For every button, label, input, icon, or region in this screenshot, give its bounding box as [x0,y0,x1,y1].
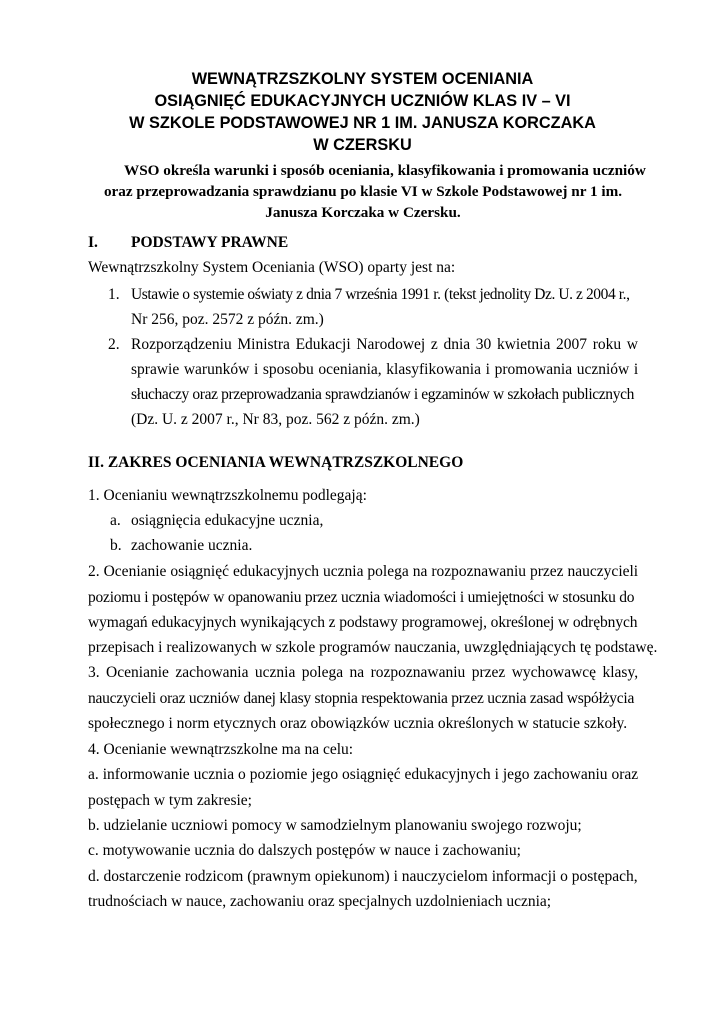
paragraph-4-item-c: c. motywowanie ucznia do dalszych postępów w nauce i zachowaniu; [88,842,521,859]
legal-basis-item-1-line-2: Nr 256, poz. 2572 z późn. zm.) [131,311,324,328]
paragraph-1-item-b-text: zachowanie ucznia. [131,537,253,554]
paragraph-4-item-a-line-2: postępach w tym zakresie; [88,792,252,809]
paragraph-2-line-2: poziomu i postępów w opanowaniu przez ucznia wiadomości i umiejętności w stosunku do [88,589,635,606]
intro-line-1: WSO określa warunki i sposób oceniania, klasyfikowania i promowania uczniów [124,162,646,179]
title-line-1: WEWNĄTRZSZKOLNY SYSTEM OCENIANIA [191,70,534,88]
paragraph-3-line-1: 3. Ocenianie zachowania ucznia polega na rozpoznawaniu przez wychowawcę klasy, [88,664,638,681]
document-title [80,68,645,156]
legal-basis-item-1-line-1: Ustawie o systemie oświaty z dnia 7 września 1991 r. (tekst jednolity Dz. U. z 2004 r., [131,286,630,303]
legal-basis-item-2-line-4: (Dz. U. z 2007 r., Nr 83, poz. 562 z późn. zm.) [131,411,420,428]
paragraph-4-text: 4. Ocenianie wewnątrzszkolne ma na celu: [88,741,354,758]
title-line-3: W SZKOLE PODSTAWOWEJ NR 1 IM. JANUSZA KORCZAKA [129,114,596,132]
intro-line-2: oraz przeprowadzania sprawdzianu po klasie VI w Szkole Podstawowej nr 1 im. [103,183,623,200]
intro-line-3: Janusza Korczaka w Czersku. [265,204,461,221]
paragraph-2-line-1: 2. Ocenianie osiągnięć edukacyjnych ucznia polega na rozpoznawaniu przez nauczycieli [88,563,638,580]
paragraph-1-item-a-marker: a. [110,512,121,529]
paragraph-4-item-d-line-2: trudnościach w nauce, zachowaniu oraz specjalnych uzdolnieniach ucznia; [88,893,552,910]
section-1-lead: Wewnątrzszkolny System Oceniania (WSO) oparty jest na: [88,259,456,276]
paragraph-2-line-4: przepisach i realizowanych w szkole programów nauczania, uwzględniających tę podstawę. [88,639,658,656]
legal-basis-item-2-line-3: słuchaczy oraz przeprowadzania sprawdzianów i egzaminów w szkołach publicznych [131,386,635,403]
title-line-2: OSIĄGNIĘĆ EDUKACYJNYCH UCZNIÓW KLAS IV – VI [154,92,571,110]
paragraph-2-line-3: wymagań edukacyjnych wynikających z podstawy programowej, określonej w odrębnych [88,614,638,631]
legal-basis-item-2-line-1: Rozporządzeniu Ministra Edukacji Narodowej z dnia 30 kwietnia 2007 roku w [131,336,638,353]
section-1-number: I. [88,234,98,251]
paragraph-3-line-3: społecznego i norm etycznych oraz obowiązków ucznia określonych w statucie szkoły. [88,715,628,732]
paragraph-4-item-b: b. udzielanie uczniowi pomocy w samodzielnym planowaniu swojego rozwoju; [88,817,582,834]
paragraph-4-item-d-line-1: d. dostarczenie rodzicom (prawnym opiekunom) i nauczycielom informacji o postępach, [88,868,638,885]
paragraph-3-line-2: nauczycieli oraz uczniów danej klasy stopnia respektowania przez ucznia zasad współżycia [88,690,635,707]
paragraph-4-item-a-line-1: a. informowanie ucznia o poziomie jego osiągnięć edukacyjnych i jego zachowaniu oraz [88,766,638,783]
paragraph-1-item-a-text: osiągnięcia edukacyjne ucznia, [131,512,324,529]
paragraph-1-item-b-marker: b. [110,537,122,554]
title-line-4: W CZERSKU [313,136,412,154]
paragraph-1-text: 1. Ocenianiu wewnątrzszkolnemu podlegają: [88,487,367,504]
legal-basis-item-1-marker: 1. [108,286,120,303]
section-2-heading: II. ZAKRES OCENIANIA WEWNĄTRZSZKOLNEGO [88,454,464,471]
section-1-heading: PODSTAWY PRAWNE [131,234,289,251]
legal-basis-item-2-line-2: sprawie warunków i sposobu oceniania, klasyfikowania i promowania uczniów i [131,361,638,378]
legal-basis-item-2-marker: 2. [108,336,120,353]
